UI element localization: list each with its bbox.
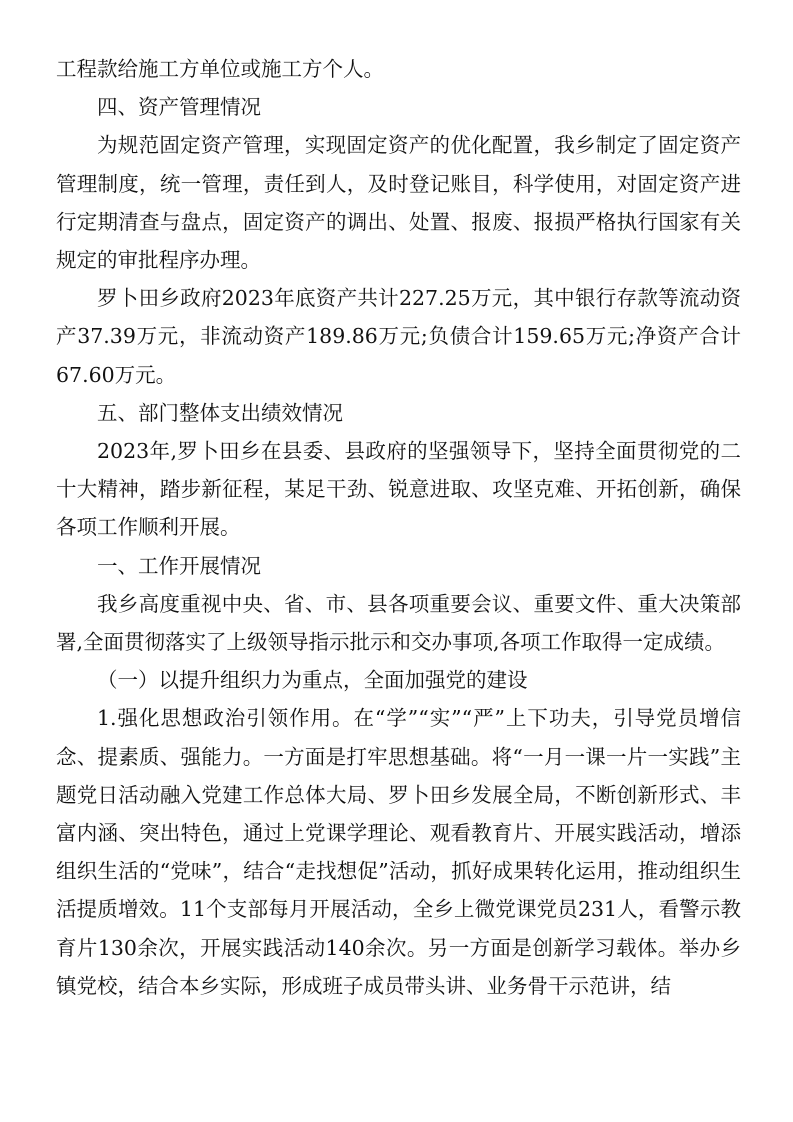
subsection-heading-party-building: （一）以提升组织力为重点，全面加强党的建设: [97, 668, 528, 693]
section-heading-work-progress: 一、工作开展情况: [97, 553, 261, 578]
paragraph-ideological-guidance: 1.强化思想政治引领作用。在“学”“实”“严”上下功夫，引导党员增信念、提素质、强能力。一方面是打牢思想基础。将“一月一课一片一实践”主题党日活动融入党建工作总体大局、罗卜田乡发展全局，不断创新形式、丰富内涵、突出特色，通过上党课学理论、观看教育片、开展实践活动，增添组织生活的“党味”，结合“走找想促”活动，抓好成果转化运用，推动组织生活提质增效。11个支部每月开展活动，全乡上微党课党员231人，看警示教育片130余次，开展实践活动140余次。另一方面是创新学习载体。举办乡镇党校，结合本乡实际，形成班子成员带头讲、业务骨干示范讲，结: [56, 706, 741, 998]
section-heading-asset-management: 四、资产管理情况: [97, 95, 261, 120]
paragraph-asset-figures: 罗卜田乡政府2023年底资产共计227.25万元，其中银行存款等流动资产37.39万元，非流动资产189.86万元;负债合计159.65万元;净资产合计67.60万元。: [56, 286, 741, 387]
paragraph-work-progress: 我乡高度重视中央、省、市、县各项重要会议、重要文件、重大决策部署,全面贯彻落实了上级领导指示批示和交办事项,各项工作取得一定成绩。: [56, 591, 741, 655]
paragraph-overview-2023: 2023年,罗卜田乡在县委、县政府的坚强领导下，坚持全面贯彻党的二十大精神，踏步新征程，某足干劲、锐意进取、攻坚克难、开拓创新，确保各项工作顺利开展。: [56, 439, 741, 540]
section-heading-expenditure-performance: 五、部门整体支出绩效情况: [97, 400, 343, 425]
paragraph-asset-management: 为规范固定资产管理，实现固定资产的优化配置，我乡制定了固定资产管理制度，统一管理，责任到人，及时登记账目，科学使用，对固定资产进行定期清查与盘点，固定资产的调出、处置、报废、报损严格执行国家有关规定的审批程序办理。: [56, 133, 741, 273]
paragraph-continued: 工程款给施工方单位或施工方个人。: [56, 57, 384, 81]
